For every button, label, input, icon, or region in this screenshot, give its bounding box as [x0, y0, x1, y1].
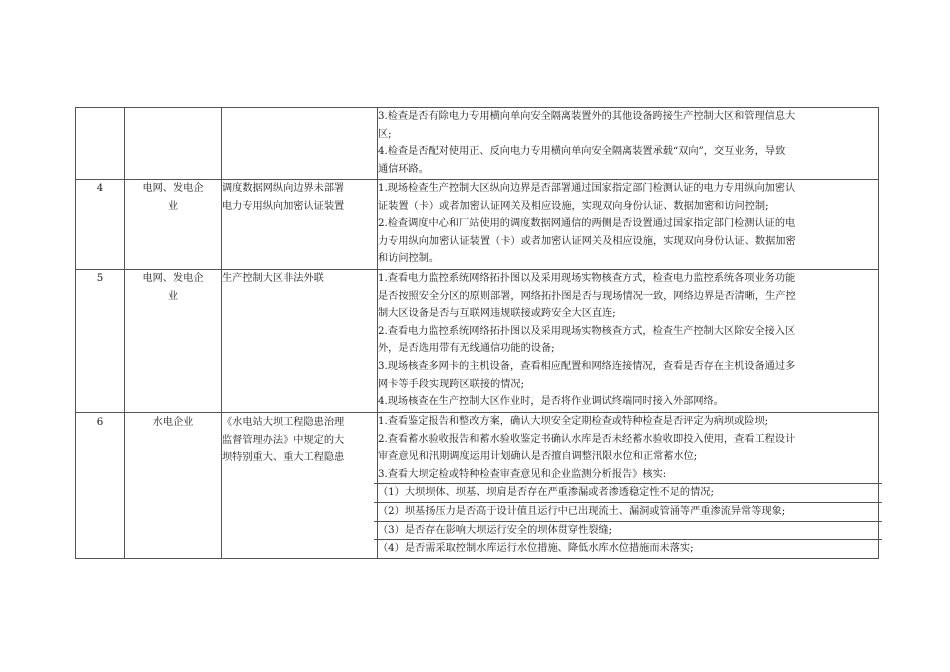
- hazard-item-cell: [222, 108, 378, 180]
- method-subline: （2）坝基扬压力是否高于设计值且运行中已出现流土、漏洞或管涌等严重渗流异常等现象;: [374, 502, 882, 521]
- item-line: 《水电站大坝工程隐患治理: [222, 417, 345, 428]
- item-line: 监督管理办法》中规定的大: [222, 434, 345, 446]
- method-line: 是否按照安全分区的原则部署，网络拓扑图是否与现场情况一致，网络边界是否清晰，生产控: [378, 290, 796, 302]
- enterprise-line: 水电企业: [152, 417, 194, 428]
- row-number: 6: [96, 417, 104, 428]
- hazard-item-cell: [222, 180, 378, 270]
- method-line: 3.查看大坝定检或特种检查审查意见和企业监测分析报告》核实:: [378, 468, 667, 480]
- enterprise-line: 电网、发电企: [142, 183, 204, 194]
- row-number-cell: [76, 108, 125, 180]
- table-row-4: [76, 180, 879, 270]
- method-line: 通信环路。: [378, 163, 429, 175]
- row-number: 4: [96, 183, 104, 194]
- hazard-table: [75, 107, 879, 559]
- method-line: 2.检查调度中心和厂站使用的调度数据网通信的两侧是否设置通过国家指定部门检测认证的电: [378, 218, 796, 230]
- check-method-cell: [378, 413, 879, 559]
- method-line: 1.现场检查生产控制大区纵向边界是否部署通过国家指定部门检测认证的电力专用纵向加密认: [378, 183, 796, 194]
- method-line: 审查意见和汛期调度运用计划确认是否擅自调整汛限水位和正常蓄水位;: [378, 451, 698, 463]
- item-line: 坝特别重大、重大工程隐患: [222, 452, 345, 464]
- row-number-cell: [76, 180, 125, 270]
- method-line: 1.查看电力监控系统网络拓扑图以及采用现场实物核查方式，检查电力监控系统各项业务功能: [378, 273, 796, 284]
- hazard-item-cell: [222, 413, 378, 559]
- method-line: 网卡等手段实现跨区联接的情况;: [378, 378, 525, 390]
- method-line: 制大区设备是否与互联网违规联接或跨安全大区直连;: [378, 308, 616, 320]
- method-line: 1.查看鉴定报告和整改方案，确认大坝安全定期检查或特种检查是否评定为病坝或险坝;: [378, 416, 769, 427]
- row-number-cell: [76, 270, 125, 413]
- method-line: 证装置（卡）或者加密认证网关及相应设施，实现双向身份认证、数据加密和访问控制;: [378, 200, 769, 212]
- hazard-item-cell: [222, 270, 378, 413]
- table-row-6: [76, 413, 879, 559]
- table-row-continuation: [76, 108, 879, 180]
- method-subline: （4）是否需采取控制水库运行水位措施、降低水库水位措施而未落实;: [374, 539, 882, 558]
- method-line: 4.检查是否配对使用正、反向电力专用横向单向安全隔离装置承载“双向”，交互业务，导致: [378, 146, 786, 158]
- item-line: 生产控制大区非法外联: [222, 273, 324, 284]
- method-line: 和访问控制。: [378, 253, 440, 265]
- enterprise-line: 电网、发电企: [142, 273, 204, 284]
- enterprise-line: 业: [167, 200, 179, 212]
- method-line: 外，是否选用带有无线通信功能的设备;: [378, 343, 555, 355]
- enterprise-cell: [125, 413, 222, 559]
- item-line: 电力专用纵向加密认证装置: [222, 200, 345, 212]
- enterprise-line: 业: [167, 290, 179, 302]
- item-line: 调度数据网纵向边界未部署: [222, 183, 345, 194]
- method-line: 4.现场核查在生产控制大区作业时，是否将作业调试终端同时接入外部网络。: [378, 396, 724, 408]
- method-line: 区;: [378, 128, 392, 140]
- enterprise-cell: [125, 270, 222, 413]
- method-subline: （3）是否存在影响大坝运行安全的坝体贯穿性裂缝;: [374, 521, 882, 540]
- method-line: 3.现场核查多网卡的主机设备，查看相应配置和网络连接情况，查看是否存在主机设备通过多: [378, 360, 796, 372]
- method-line: 力专用纵向加密认证装置（卡）或者加密认证网关及相应设施，实现双向身份认证、数据加密: [378, 235, 796, 247]
- check-method-cell: [378, 180, 879, 270]
- method-line: 2.查看蓄水验收报告和蓄水验收鉴定书确认水库是否未经蓄水验收即投入使用，查看工程设计: [378, 433, 796, 445]
- method-line: 3.检查是否有除电力专用横向单向安全隔离装置外的其他设备跨接生产控制大区和管理信息大: [378, 111, 796, 122]
- table-row-5: [76, 270, 879, 413]
- method-line: 2.查看电力监控系统网络拓扑图以及采用现场实物核查方式，检查生产控制大区除安全接入区: [378, 325, 796, 337]
- method-subline: （1）大坝坝体、坝基、坝肩是否存在严重渗漏或者渗透稳定性不足的情况;: [374, 483, 882, 502]
- check-method-cell: [378, 108, 879, 180]
- row-number: 5: [96, 273, 104, 284]
- enterprise-cell: [125, 108, 222, 180]
- row-number-cell: [76, 413, 125, 559]
- enterprise-cell: [125, 180, 222, 270]
- check-method-cell: [378, 270, 879, 413]
